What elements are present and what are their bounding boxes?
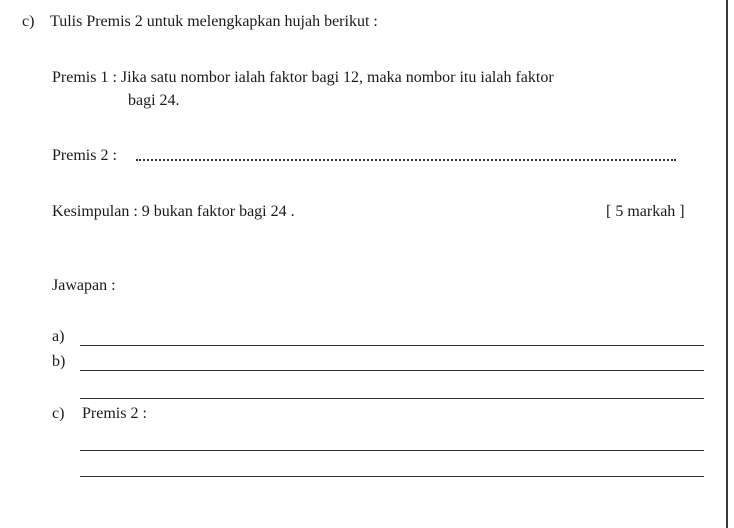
answer-c-line-1[interactable] [80,450,704,451]
answer-c-line-2[interactable] [80,476,704,477]
answer-heading: Jawapan : [52,277,116,294]
question-label: c) [22,13,35,30]
question-instruction: Tulis Premis 2 untuk melengkapkan hujah berikut : [50,13,378,30]
answer-b-line-1[interactable] [80,370,704,371]
answer-b-line-2[interactable] [80,398,704,399]
answer-b-label: b) [52,353,66,370]
kesimpulan: Kesimpulan : 9 bukan faktor bagi 24 . [52,203,295,220]
premis1-line1: Premis 1 : Jika satu nombor ialah faktor bagi 12, maka nombor itu ialah faktor [52,69,554,86]
answer-a-line[interactable] [80,345,704,346]
answer-a-label: a) [52,328,65,345]
premis1-line2: bagi 24. [128,92,180,109]
marks: [ 5 markah ] [606,203,685,220]
page-border [726,0,728,528]
premis2-label: Premis 2 : [52,147,117,164]
answer-c-label: c) [52,405,65,422]
premis2-dotted-blank[interactable] [136,157,676,161]
answer-c-text: Premis 2 : [82,405,147,422]
